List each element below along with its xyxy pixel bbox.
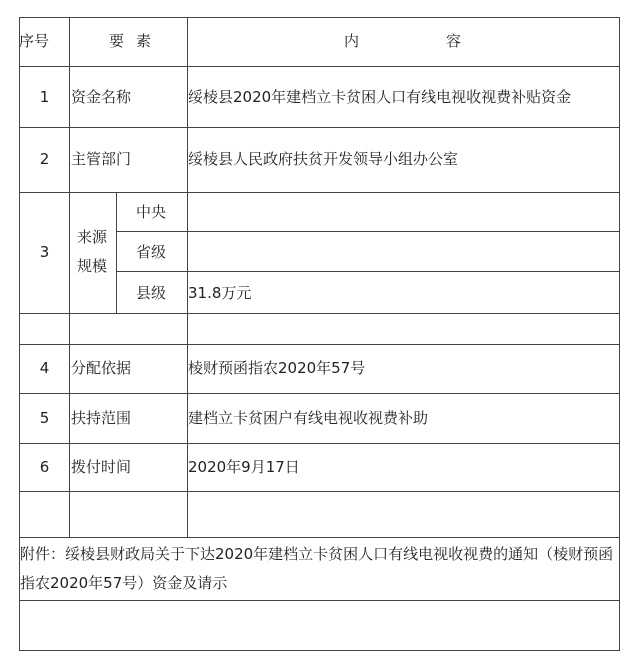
rule xyxy=(19,192,620,193)
row-number: 5 xyxy=(39,409,50,427)
row-label: 拨付时间 xyxy=(71,458,132,476)
sub-label-provincial: 省级 xyxy=(136,243,167,261)
sub-label-county: 县级 xyxy=(136,284,167,302)
rule xyxy=(19,66,620,67)
row-value: 绥棱县人民政府扶贫开发领导小组办公室 xyxy=(188,150,459,168)
rule xyxy=(19,537,620,538)
row-number: 2 xyxy=(39,150,50,168)
row-label: 分配依据 xyxy=(71,359,132,377)
sub-label-central: 中央 xyxy=(136,203,167,221)
header-seq: 序号 xyxy=(19,32,50,50)
row-label: 主管部门 xyxy=(71,150,132,168)
rule xyxy=(116,192,117,314)
sub-value-county: 31.8万元 xyxy=(188,284,252,302)
row-label-line2: 规模 xyxy=(77,257,108,275)
row-value: 建档立卡贫困户有线电视收视费补助 xyxy=(188,409,429,427)
row-number: 1 xyxy=(39,88,50,106)
row-number: 3 xyxy=(39,243,50,261)
header-element-a: 要 xyxy=(109,32,125,50)
row-label: 资金名称 xyxy=(71,88,132,106)
header-content-a: 内 xyxy=(344,32,360,50)
row-number: 4 xyxy=(39,359,50,377)
rule xyxy=(19,393,620,394)
rule xyxy=(19,491,620,492)
rule xyxy=(19,127,620,128)
row-value: 绥棱县2020年建档立卡贫困人口有线电视收视费补贴资金 xyxy=(188,88,572,106)
rule xyxy=(19,600,620,601)
row-number: 6 xyxy=(39,458,50,476)
rule xyxy=(116,231,620,232)
rule xyxy=(19,344,620,345)
header-element-b: 素 xyxy=(136,32,152,50)
rule xyxy=(19,443,620,444)
rule xyxy=(19,313,620,314)
rule xyxy=(19,650,620,651)
rule xyxy=(19,17,620,18)
row-value: 2020年9月17日 xyxy=(188,458,300,476)
row-label: 扶持范围 xyxy=(71,409,132,427)
attachment-note: 附件：绥棱县财政局关于下达2020年建档立卡贫困人口有线电视收视费的通知（棱财预函指农2020年57号）资金及请示 xyxy=(20,545,614,592)
rule xyxy=(116,271,620,272)
header-content-b: 容 xyxy=(446,32,462,50)
row-value: 棱财预函指农2020年57号 xyxy=(188,359,366,377)
row-label-line1: 来源 xyxy=(77,228,108,246)
